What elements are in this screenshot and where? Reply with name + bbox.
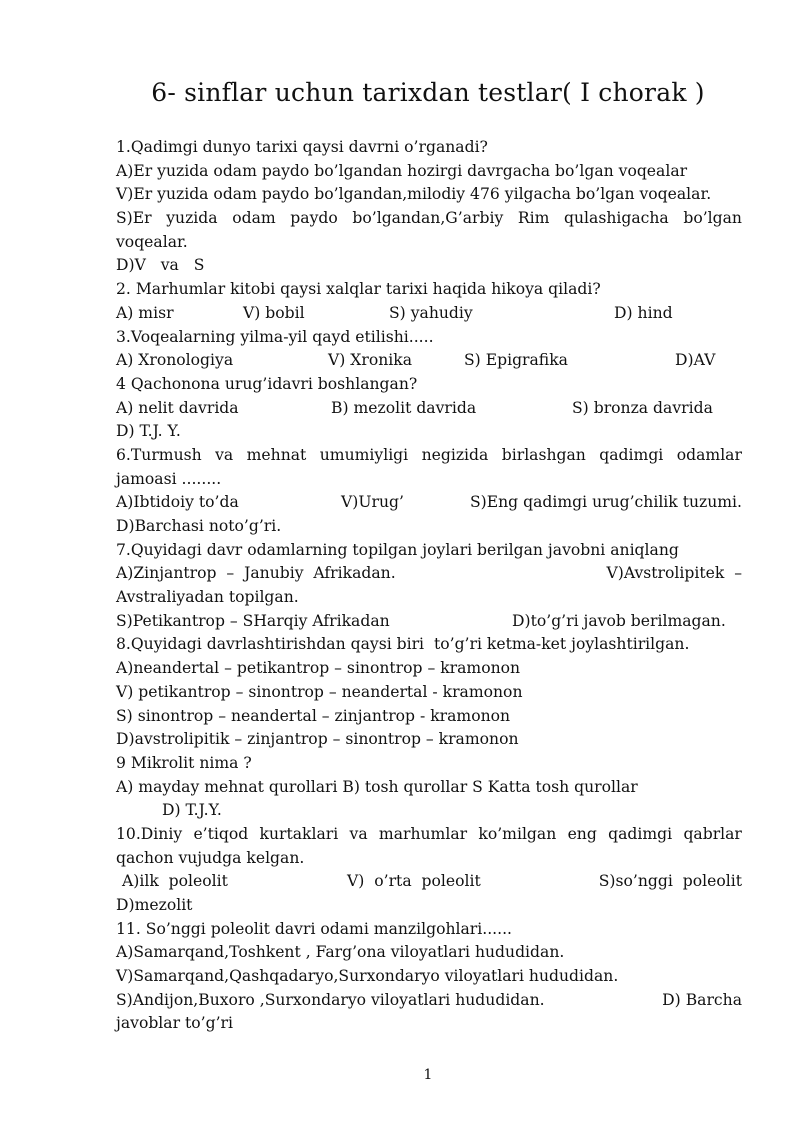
question-3: 3.Voqealarning yilma-yil qayd etilishi..... bbox=[116, 327, 434, 346]
option-s: S)Eng qadimgi urug’chilik tuzumi. bbox=[469, 493, 742, 512]
question-6-options bbox=[116, 491, 742, 515]
question-10: 10.Diniy e’tiqod kurtaklari va marhumlar ko’milgan eng qadimgi qabrlar bbox=[116, 824, 742, 843]
question-8-option-d: D)avstrolipitik – zinjantrop – sinontrop – kramonon bbox=[116, 730, 519, 749]
option-d: D)AV bbox=[675, 351, 716, 370]
option-s: S)Andijon,Buxoro ,Surxondaryo viloyatlari hududidan. bbox=[116, 990, 545, 1009]
page-title: 6- sinflar uchun tarixdan testlar( I chorak ) bbox=[151, 78, 705, 107]
question-11-options-sd bbox=[116, 989, 742, 1013]
question-6: 6.Turmush va mehnat umumiyligi negizida birlashgan qadimgi odamlar bbox=[116, 445, 742, 464]
option-a: A)ilk poleolit bbox=[122, 872, 228, 891]
question-11-option-a: A)Samarqand,Toshkent , Farg’ona viloyatlari hududidan. bbox=[116, 943, 565, 962]
option-s: S)so’nggi poleolit bbox=[598, 872, 742, 891]
option-d: D)to’g’ri javob berilmagan. bbox=[512, 611, 726, 630]
question-2-options bbox=[116, 302, 742, 326]
question-3-options bbox=[116, 349, 742, 373]
question-10-options bbox=[116, 870, 742, 894]
question-8-option-s: S) sinontrop – neandertal – zinjantrop - kramonon bbox=[116, 706, 511, 725]
option-v: V)Urug’ bbox=[341, 493, 404, 512]
question-1-option-d: D)V va S bbox=[116, 256, 205, 275]
option-b: B) mezolit davrida bbox=[331, 398, 477, 417]
question-1-option-s: S)Er yuzida odam paydo bo’lgandan,G’arbiy Rim qulashigacha bo’lgan bbox=[116, 209, 742, 228]
question-9-options: A) mayday mehnat qurollari B) tosh qurollar S Katta tosh qurollar bbox=[116, 777, 638, 796]
option-s: S)Petikantrop – SHarqiy Afrikadan bbox=[116, 611, 390, 630]
question-7: 7.Quyidagi davr odamlarning topilgan joylari berilgan javobni aniqlang bbox=[116, 540, 679, 559]
test-content bbox=[116, 136, 742, 1036]
option-s: S) Epigrafika bbox=[464, 351, 568, 370]
question-11-option-d-end: javoblar to’g’ri bbox=[116, 1014, 233, 1033]
question-10-option-d: D)mezolit bbox=[116, 896, 193, 914]
question-6-end: jamoasi ........ bbox=[116, 469, 222, 488]
question-2: 2. Marhumlar kitobi qaysi xalqlar tarixi haqida hikoya qiladi? bbox=[116, 280, 601, 299]
question-4: 4 Qachonona urug’idavri boshlangan? bbox=[116, 374, 418, 393]
option-s: S) yahudiy bbox=[389, 303, 473, 322]
option-a: A) Xronologiya bbox=[116, 351, 234, 370]
question-1-option-s-end: voqealar. bbox=[116, 232, 188, 251]
question-4-options bbox=[116, 397, 742, 421]
option-a: A)Ibtidoiy to’da bbox=[116, 493, 239, 512]
question-11: 11. So’nggi poleolit davri odami manzilgohlari...... bbox=[116, 919, 512, 938]
page-number: 1 bbox=[423, 1067, 433, 1083]
option-d: D) Barcha bbox=[662, 990, 742, 1009]
option-v: V) bobil bbox=[243, 303, 305, 322]
question-10-end: qachon vujudga kelgan. bbox=[116, 848, 305, 867]
option-v: V)Avstrolipitek – bbox=[606, 564, 742, 583]
question-1-option-v: V)Er yuzida odam paydo bo’lgandan,milodiy 476 yilgacha bo’lgan voqealar. bbox=[116, 185, 712, 204]
question-1-option-a: A)Er yuzida odam paydo bo’lgandan hozirgi davrgacha bo’lgan voqealar bbox=[116, 161, 688, 180]
question-8: 8.Quyidagi davrlashtirishdan qaysi biri to’g’ri ketma-ket joylashtirilgan. bbox=[116, 635, 690, 654]
question-8-option-a: A)neandertal – petikantrop – sinontrop – kramonon bbox=[116, 659, 521, 678]
question-7-options-av bbox=[116, 562, 742, 586]
question-7-option-v-end: Avstraliyadan topilgan. bbox=[116, 588, 299, 607]
question-8-option-v: V) petikantrop – sinontrop – neandertal - kramonon bbox=[116, 682, 523, 701]
question-6-option-d: D)Barchasi noto’g’ri. bbox=[116, 517, 282, 535]
option-v: V) Xronika bbox=[328, 351, 413, 370]
question-9: 9 Mikrolit nima ? bbox=[116, 753, 252, 772]
question-11-option-v: V)Samarqand,Qashqadaryo,Surxondaryo viloyatlari hududidan. bbox=[116, 967, 619, 986]
question-7-options-sd bbox=[116, 610, 742, 634]
option-v: V) o’rta poleolit bbox=[347, 872, 481, 891]
option-a: A)Zinjantrop – Janubiy Afrikadan. bbox=[116, 564, 396, 583]
option-s: S) bronza davrida bbox=[572, 398, 713, 417]
question-4-option-d: D) T.J. Y. bbox=[116, 422, 181, 441]
option-d: D) hind bbox=[614, 303, 673, 322]
question-9-option-d: D) T.J.Y. bbox=[162, 801, 222, 820]
question-1: 1.Qadimgi dunyo tarixi qaysi davrni o’rganadi? bbox=[116, 138, 488, 156]
option-a: A) nelit davrida bbox=[116, 398, 239, 417]
option-a: A) misr bbox=[116, 303, 174, 322]
